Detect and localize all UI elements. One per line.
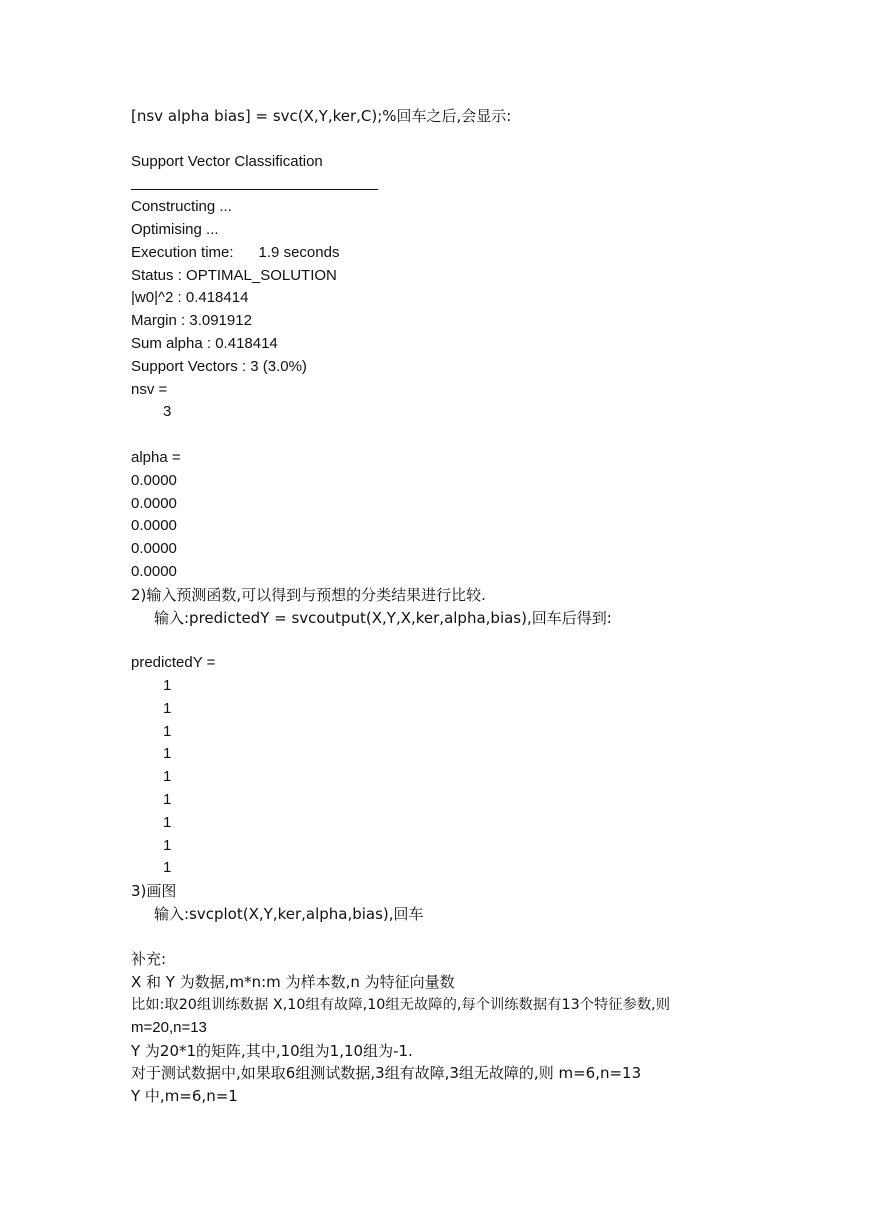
predicted-value: 1 [163, 722, 172, 740]
sum-alpha-line: Sum alpha : 0.418414 [131, 334, 278, 352]
alpha-label: alpha = [131, 448, 181, 466]
alpha-value: 0.0000 [131, 517, 177, 535]
supplement-line-2b: m=20,n=13 [131, 1018, 207, 1036]
step3-title: 3)画图 [131, 882, 177, 901]
supplement-line-3: Y 为20*1的矩阵,其中,10组为1,10组为-1. [131, 1041, 413, 1060]
predicted-value: 1 [163, 768, 172, 786]
svc-output-title: Support Vector Classification [131, 152, 323, 170]
support-vectors-line: Support Vectors : 3 (3.0%) [131, 357, 307, 375]
svc-command-line: [nsv alpha bias] = svc(X,Y,ker,C);%回车之后,会显示: [131, 107, 512, 125]
status-line: Status : OPTIMAL_SOLUTION [131, 266, 337, 284]
blank-line [131, 424, 791, 447]
blank-line [131, 926, 791, 949]
blank-line [131, 629, 791, 652]
alpha-value: 0.0000 [131, 540, 177, 558]
margin-line: Margin : 3.091912 [131, 312, 252, 330]
predicted-label: predictedY = [131, 654, 216, 672]
supplement-title: 补充: [131, 950, 167, 969]
step2-title: 2)输入预测函数,可以得到与预想的分类结果进行比较. [131, 585, 486, 604]
nsv-value: 3 [163, 403, 172, 421]
document-body [131, 105, 791, 1108]
blank-line [131, 128, 791, 151]
execution-time-line: Execution time: 1.9 seconds [131, 243, 340, 261]
step2-input: 输入:predictedY = svcoutput(X,Y,X,ker,alpha,bias),回车后得到: [154, 608, 612, 627]
nsv-label: nsv = [131, 380, 168, 398]
predicted-value: 1 [163, 676, 172, 694]
predicted-value: 1 [163, 836, 172, 854]
step3-input: 输入:svcplot(X,Y,ker,alpha,bias),回车 [154, 904, 424, 923]
predicted-value: 1 [163, 790, 172, 808]
output-divider-rule [131, 167, 378, 190]
alpha-value: 0.0000 [131, 562, 177, 580]
predicted-value: 1 [163, 813, 172, 831]
alpha-value: 0.0000 [131, 494, 177, 512]
predicted-value: 1 [163, 699, 172, 717]
supplement-line-1: X 和 Y 为数据,m*n:m 为样本数,n 为特征向量数 [131, 973, 455, 992]
predicted-value: 1 [163, 859, 172, 877]
constructing-line: Constructing ... [131, 198, 232, 216]
predicted-value: 1 [163, 745, 172, 763]
w0-line: |w0|^2 : 0.418414 [131, 289, 249, 307]
supplement-line-4: 对于测试数据中,如果取6组测试数据,3组有故障,3组无故障的,则 m=6,n=13 [131, 1064, 642, 1083]
supplement-line-2a: 比如:取20组训练数据 X,10组有故障,10组无故障的,每个训练数据有13个特征参数,则 [131, 997, 671, 1014]
alpha-value: 0.0000 [131, 471, 177, 489]
supplement-line-5: Y 中,m=6,n=1 [131, 1087, 238, 1106]
optimising-line: Optimising ... [131, 220, 219, 238]
